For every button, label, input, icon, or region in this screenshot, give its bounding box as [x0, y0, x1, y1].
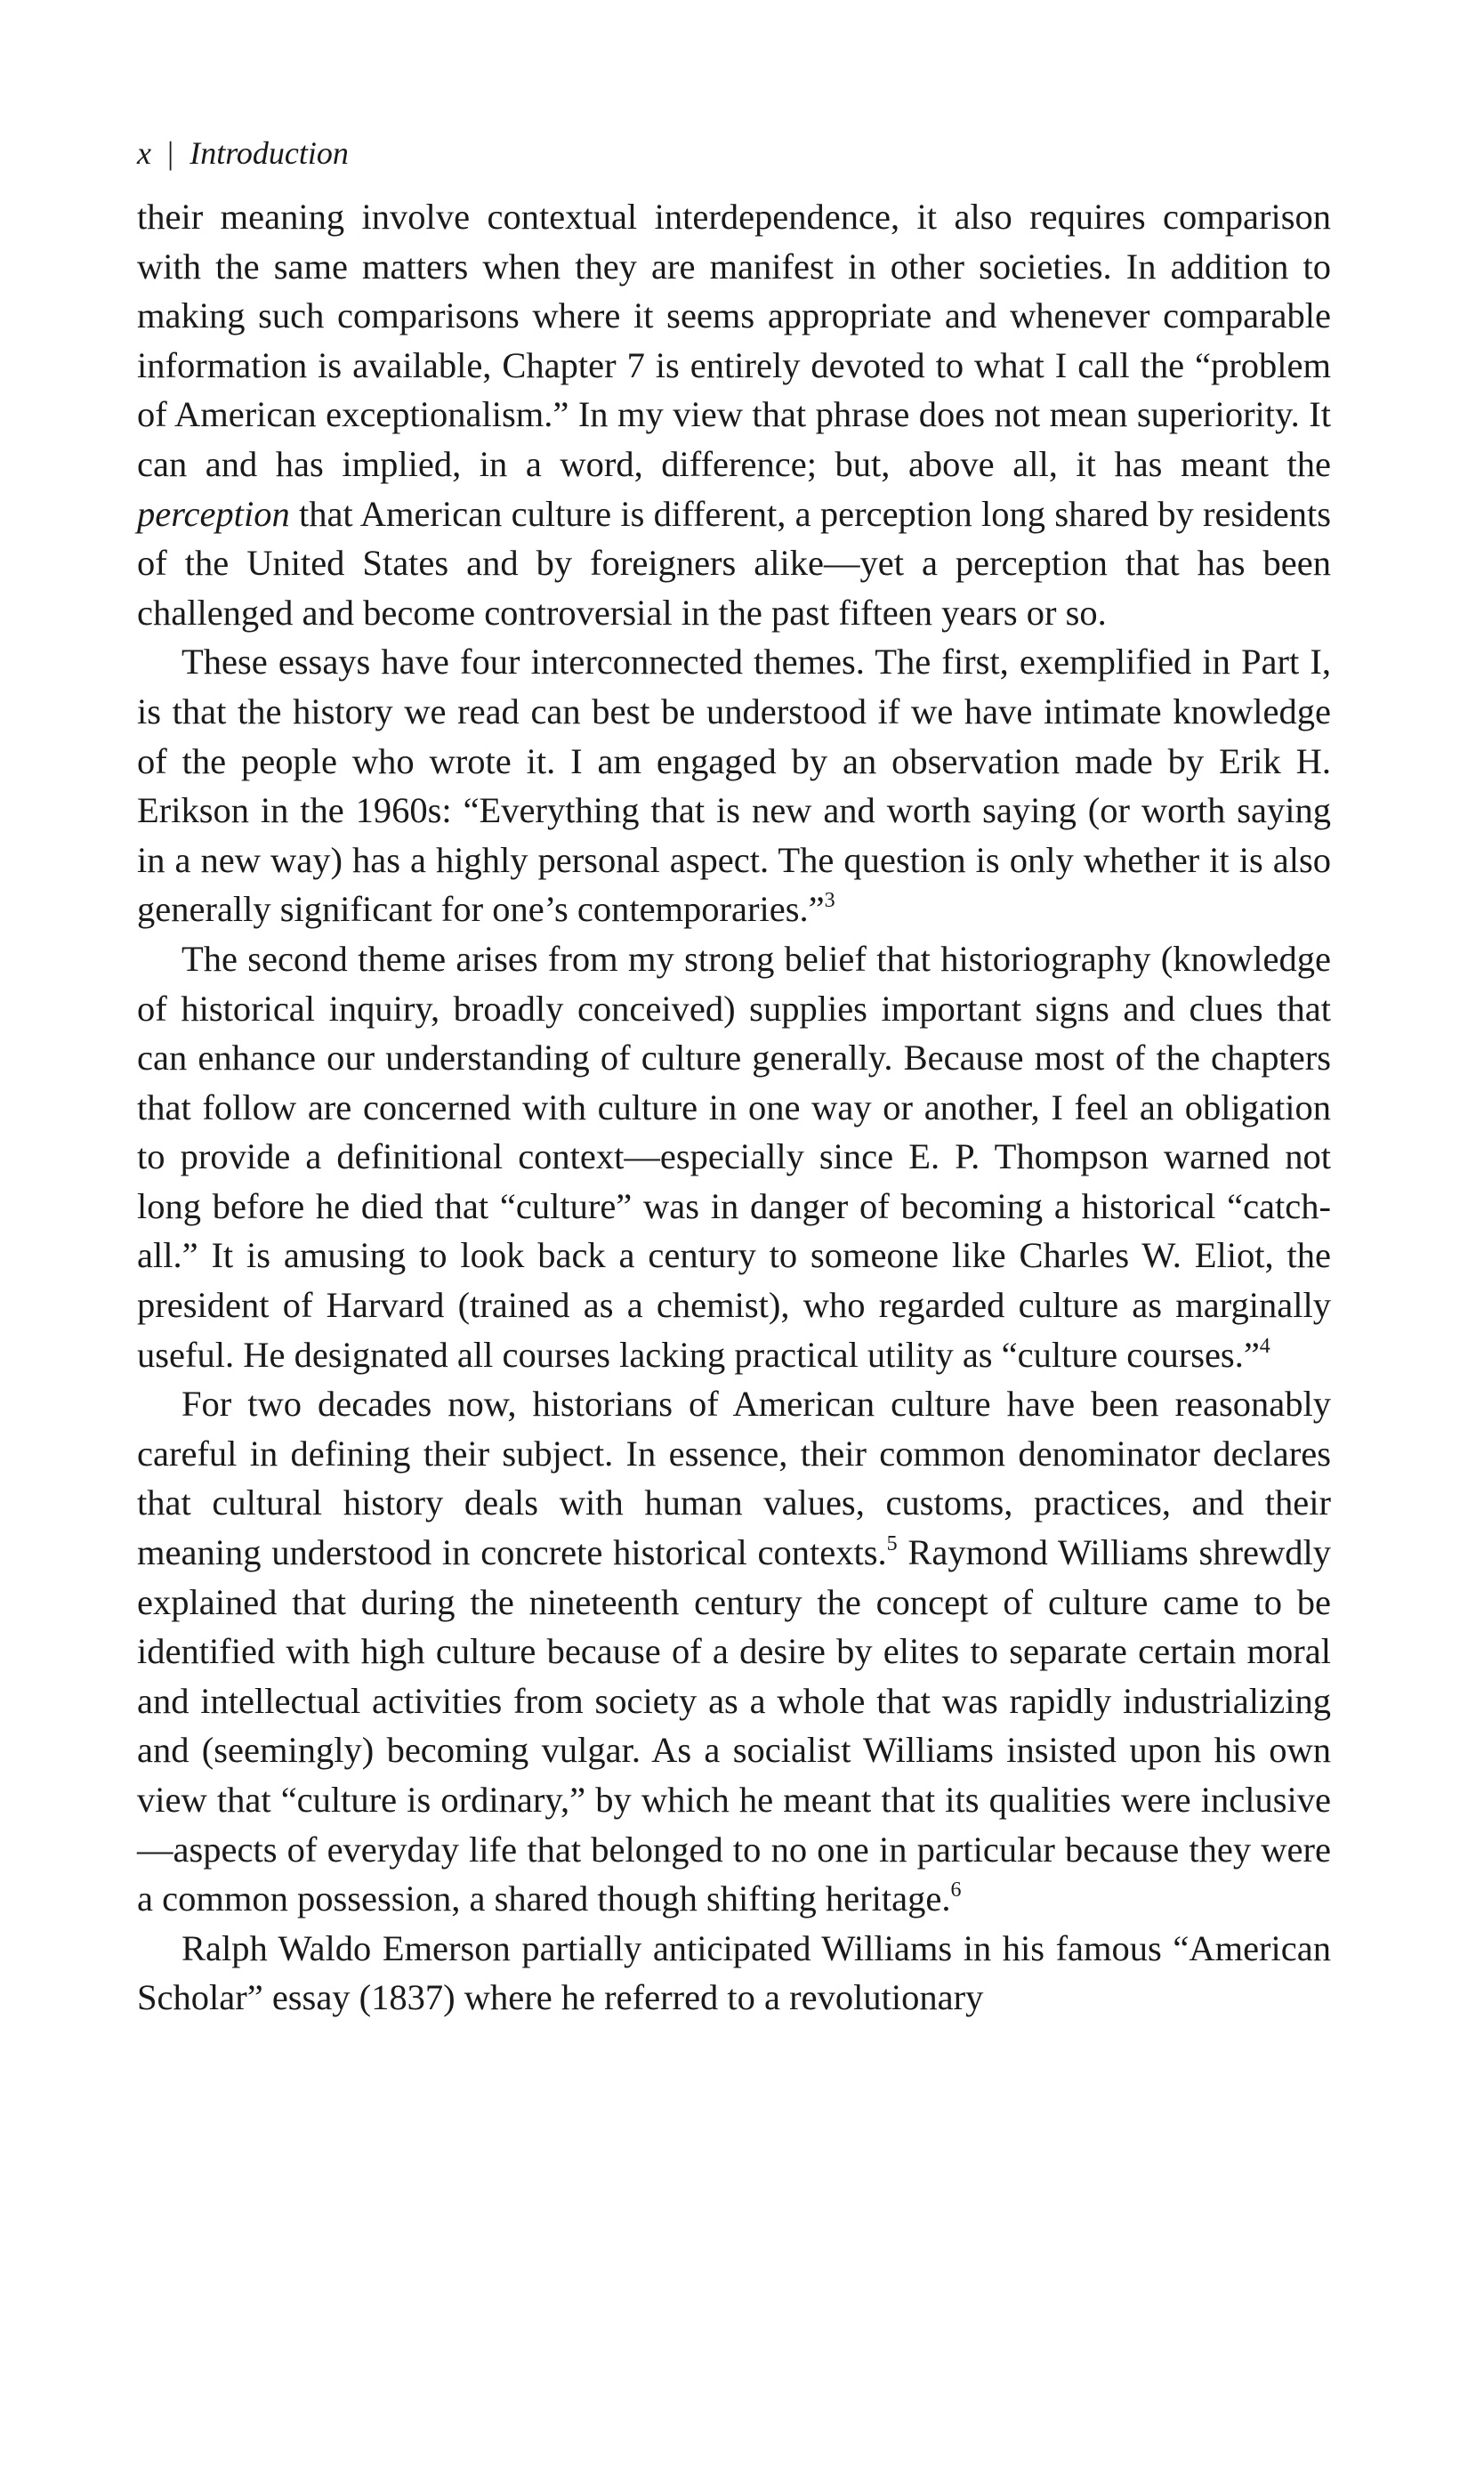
footnote-ref-4: 4	[1259, 1334, 1270, 1358]
paragraph-4-text-after: Raymond Williams shrewdly explained that during the nineteenth century the concept of culture came to be identified with high culture because of a desire by elites to separate certain moral and intellectual activities from society as a whole that was rapidly industrializing and (seemingly) becoming vulgar. As a socialist Williams insisted upon his own view that “culture is ordinary,” by which he meant that its qualities were inclusive —aspects of everyday life that belonged to no one in particular because they were a common possession, a shared though shifting heritage.	[137, 1532, 1331, 1919]
paragraph-5-text: Ralph Waldo Emerson partially anticipated Williams in his famous “American Scholar” essay (1837) where he referred to a revolutionary	[137, 1927, 1331, 2018]
paragraph-3	[137, 934, 1331, 1379]
header-separator: |	[166, 135, 174, 171]
paragraph-5	[137, 1924, 1331, 2023]
paragraph-1-text: their meaning involve contextual interdependence, it also requires comparison with the same matters when they are manifest in other societies. In addition to making such comparisons where it seems appropriate and whenever comparable information is available, Chapter 7 is entirely devoted to what I call the “problem of American exceptionalism.” In my view that phrase does not mean superiority. It can and has implied, in a word, difference; but, above all, it has meant the	[137, 197, 1331, 484]
paragraph-1	[137, 192, 1331, 637]
paragraph-1-text-after: that American culture is different, a perception long shared by residents of the United States and by foreigners alike—yet a perception that has been challenged and become controversial in the past fifteen years or so.	[137, 493, 1331, 633]
section-title: Introduction	[190, 135, 349, 171]
paragraph-3-text: The second theme arises from my strong belief that historiography (knowledge of historical inquiry, broadly conceived) supplies important signs and clues that can enhance our understanding of culture generally. Because most of the chapters that follow are concerned with culture in one way or another, I feel an obligation to provide a definitional context—especially since E. P. Thompson warned not long before he died that “culture” was in danger of becoming a historical “catch-all.” It is amusing to look back a century to someone like Charles W. Eliot, the president of Harvard (trained as a chemist), who regarded culture as marginally useful. He designated all courses lacking practical utility as “culture courses.”	[137, 938, 1331, 1375]
emphasized-word: perception	[137, 493, 290, 534]
paragraph-4-text: For two decades now, historians of American culture have been reasonably careful in defining their subject. In essence, their common denominator declares that cultural history deals with human values, customs, practices, and their meaning understood in concrete historical contexts.	[137, 1384, 1331, 1573]
paragraph-2-text: These essays have four interconnected themes. The first, exemplified in Part I, is that the history we read can best be understood if we have intimate knowledge of the people who wrote it. I am engaged by an observation made by Erik H. Erikson in the 1960s: “Everything that is new and worth saying (or worth saying in a new way) has a highly personal aspect. The question is only whether it is also generally significant for one’s contemporaries.”	[137, 642, 1331, 930]
footnote-ref-5: 5	[886, 1532, 898, 1556]
paragraph-4	[137, 1379, 1331, 1924]
footnote-ref-3: 3	[824, 889, 835, 913]
page-number: x	[137, 135, 151, 171]
paragraph-2	[137, 637, 1331, 934]
footnote-ref-6: 6	[950, 1878, 962, 1902]
running-head	[137, 133, 1331, 173]
book-page	[137, 133, 1331, 2023]
